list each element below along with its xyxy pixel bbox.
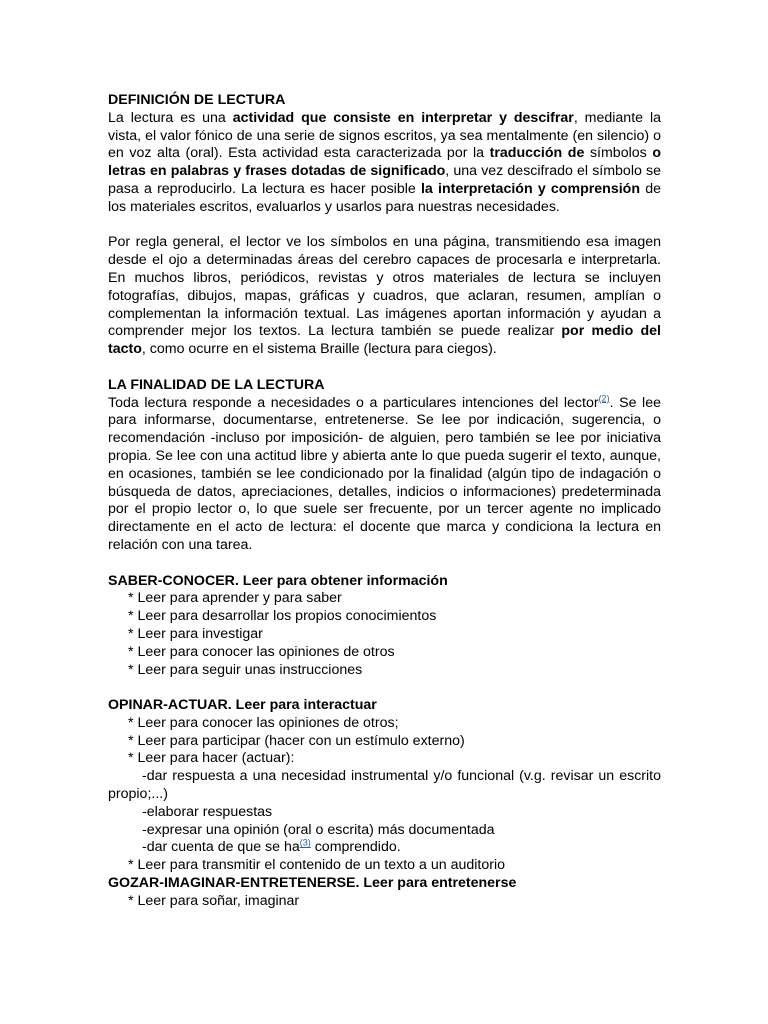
bold-run: por medio del tacto — [108, 323, 661, 358]
list-item: * Leer para seguir unas instrucciones — [128, 661, 363, 678]
text-run: La lectura es una — [108, 109, 233, 126]
bold-run: traducción de — [489, 145, 585, 162]
list-gozar-imaginar — [108, 893, 661, 911]
dar-cuenta-text-end: comprendido. — [310, 839, 401, 856]
text-run: , mediante la vista, el valor fónico de una serie de signos escritos, ya sea mentalmente (en silencio) o en voz alta (oral). Esta actividad esta caracterizada por la — [108, 109, 661, 162]
list-item: * Leer para desarrollar los propios conocimientos — [128, 608, 437, 625]
list-opinar-actuar — [108, 715, 661, 768]
list-item: * Leer para soñar, imaginar — [128, 892, 300, 909]
heading-definicion: DEFINICIÓN DE LECTURA — [108, 92, 286, 108]
text-run: símbolos — [584, 145, 653, 162]
text-run: , como ocurre en el sistema Braille (lectura para ciegos). — [141, 341, 497, 358]
heading-saber-conocer: SABER-CONOCER. Leer para obtener información — [108, 572, 448, 589]
heading-opinar-actuar: OPINAR-ACTUAR. Leer para interactuar — [108, 697, 377, 714]
text-run: de los materiales escritos, evaluarlos y usarlos para nuestras necesidades. — [108, 180, 661, 215]
dar-cuenta-text-start: -dar cuenta de que se ha — [142, 839, 300, 856]
footnote-link-2[interactable]: (2) — [598, 392, 610, 403]
spacer — [108, 679, 661, 697]
bold-run: la interpretación y comprensión — [420, 180, 640, 197]
heading-gozar-imaginar: GOZAR-IMAGINAR-ENTRETENERSE. Leer para entretenerse — [108, 875, 517, 892]
bold-run: actividad que consiste en interpretar y descifrar — [232, 109, 574, 126]
footnote-link-3[interactable]: (3) — [299, 837, 311, 848]
sub-item-elaborar: -elaborar respuestas — [142, 803, 273, 820]
bold-run: o letras en palabras y frases dotadas de significado — [108, 145, 661, 180]
list-item: * Leer para aprender y para saber — [128, 590, 342, 607]
list-item: * Leer para conocer las opiniones de otros; — [128, 714, 399, 731]
sub-item-dar-cuenta — [108, 839, 661, 857]
paragraph-finalidad — [108, 392, 661, 555]
sub-item-expresar: -expresar una opinión (oral o escrita) más documentada — [142, 821, 495, 838]
finalidad-text-end: . Se lee para informarse, documentarse, entretenerse. Se lee por indicación, sugerencia, o recomendación -incluso por imposición- de alguien, pero también se lee por iniciativa propia. Se lee con una actitud libre y abierta ante lo que pueda sugerir el texto, aunque, en ocasiones, también se lee condicionado por la finalidad (algún tipo de indagación o búsqueda de datos, apreciaciones, detalles, indicios o informaciones) predeterminada por el propio lector o, lo que suele ser frecuente, por un tercer agente no implicado directamente en el acto de lectura: el docente que marca y condiciona la lectura en relación con una tarea. — [108, 394, 661, 553]
spacer — [108, 555, 661, 573]
document-page — [108, 92, 661, 911]
list-item: * Leer para investigar — [128, 625, 263, 642]
finalidad-text-start: Toda lectura responde a necesidades o a particulares intenciones del lector — [108, 394, 599, 411]
list-item: * Leer para conocer las opiniones de otros — [128, 643, 395, 660]
text-run: Por regla general, el lector ve los símbolos en una página, transmitiendo esa imagen desde el ojo a determinadas áreas del cerebro capaces de procesarla e interpretarla. En muchos libros, periódicos, revistas y otros materiales de lectura se incluyen fotografías, dibujos, mapas, gráficas y cuadros, que aclaran, resumen, amplían o complementan la información textual. Las imágenes aportan información y ayudan a comprender mejor los textos. La lectura también se puede realizar — [108, 234, 661, 340]
list-item: * Leer para transmitir el contenido de un texto a un auditorio — [128, 857, 505, 874]
paragraph-regla-general — [108, 234, 661, 359]
list-saber-conocer — [108, 590, 661, 679]
heading-finalidad: LA FINALIDAD DE LA LECTURA — [108, 376, 325, 393]
sub-item-dar-respuesta: -dar respuesta a una necesidad instrumental y/o funcional (v.g. revisar un escrito propio;...) — [108, 768, 661, 803]
spacer — [108, 217, 661, 235]
paragraph-definicion — [108, 110, 661, 217]
spacer — [108, 359, 661, 377]
list-item: * Leer para participar (hacer con un estímulo externo) — [128, 732, 465, 749]
text-run: , una vez descifrado el símbolo se pasa a reproducirlo. La lectura es hacer posible — [108, 163, 661, 197]
list-item: * Leer para hacer (actuar): — [128, 750, 295, 767]
